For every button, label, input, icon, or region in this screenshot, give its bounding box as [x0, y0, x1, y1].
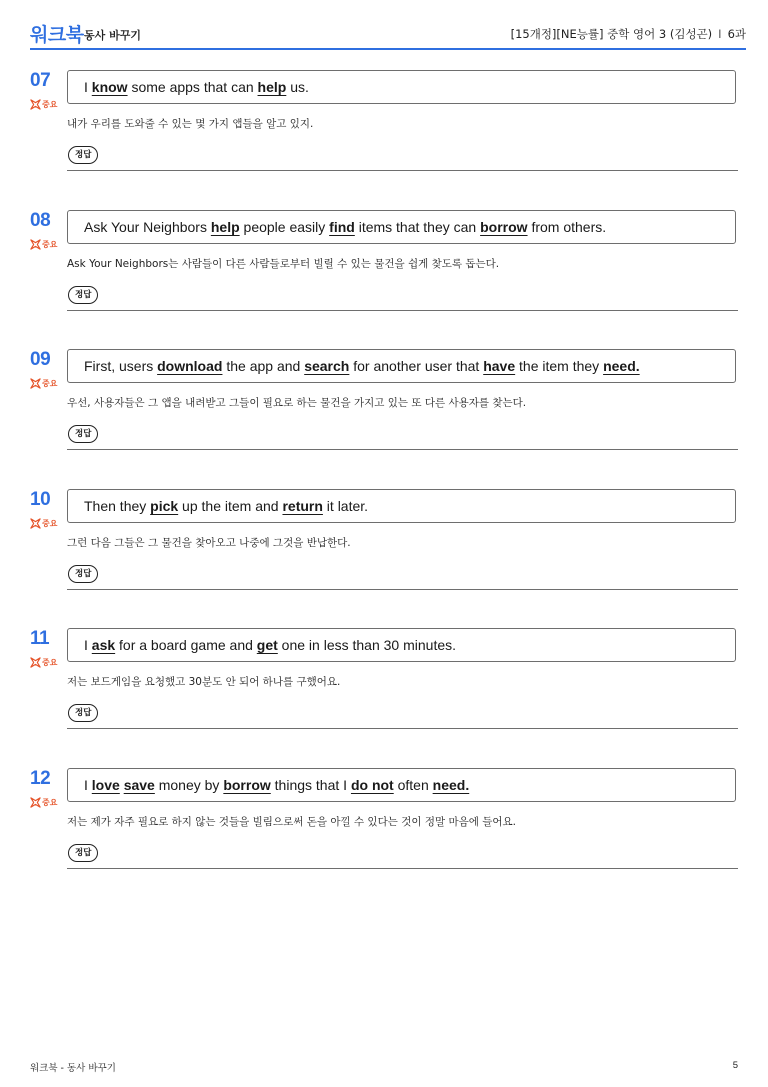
sentence-segment: First, users [84, 358, 158, 374]
target-verb: ask [91, 637, 116, 653]
sentence-segment: one in less than 30 minutes. [277, 637, 457, 653]
important-badge [30, 378, 57, 389]
target-verb: need. [603, 358, 640, 374]
page-number: 5 [732, 1060, 738, 1071]
divider [67, 728, 738, 729]
exercise-item [30, 628, 738, 748]
lesson-label: 6과 [727, 27, 746, 41]
korean-translation: 저는 제가 자주 필요로 하지 않는 것들을 빌림으로써 돈을 아낄 수 있다는 것이 정말 마음에 들어요. [67, 815, 516, 828]
important-badge [30, 99, 57, 110]
divider [67, 868, 738, 869]
sentence-text [84, 219, 606, 235]
sentence-segment: items that they can [354, 218, 481, 235]
badge-label: 중요 [42, 658, 58, 667]
korean-translation: 내가 우리를 도와줄 수 있는 몇 가지 앱들을 알고 있지. [67, 118, 314, 130]
sentence-segment: money by [154, 776, 224, 793]
answer-button[interactable]: 정답 [68, 844, 98, 862]
star-burst-icon [30, 239, 41, 250]
exercise-item [30, 768, 738, 888]
sentence-text [84, 498, 368, 514]
sentence-segment: the item they [515, 358, 604, 374]
target-verb: have [483, 358, 516, 374]
sentence-box [67, 349, 736, 383]
sentence-box [67, 489, 736, 523]
course-title: [15개정][NE능률] 중학 영어 3 (김성곤) [510, 27, 713, 41]
target-verb: download [157, 358, 223, 374]
sentence-text [84, 79, 309, 95]
important-badge [30, 797, 57, 808]
target-verb: pick [150, 497, 179, 514]
target-verb: help [257, 79, 287, 95]
sentence-segment: the app and [222, 358, 305, 374]
korean-translation: 그런 다음 그들은 그 물건을 찾아오고 나중에 그것을 반납한다. [67, 536, 351, 549]
target-verb: love [91, 776, 120, 793]
question-number: 07 [30, 70, 51, 91]
answer-button[interactable]: 정답 [68, 425, 98, 443]
exercise-item [30, 210, 738, 330]
target-verb: help [210, 218, 240, 235]
question-number: 08 [30, 209, 51, 231]
target-verb: save [123, 776, 155, 793]
answer-button[interactable]: 정답 [68, 146, 98, 164]
workbook-brand: 워크북 [30, 24, 84, 46]
star-burst-icon [30, 797, 41, 808]
target-verb: find [329, 218, 355, 235]
korean-translation: 저는 보드게임을 요청했고 30분도 안 되어 하나를 구했어요. [67, 676, 341, 688]
sentence-segment: often [393, 776, 433, 793]
sentence-segment: up the item and [178, 497, 283, 514]
exercise-item [30, 489, 738, 609]
footer-title: 워크북 - 동사 바꾸기 [30, 1063, 116, 1074]
divider [67, 170, 738, 171]
header-separator: I [718, 27, 722, 41]
sentence-segment: I [84, 637, 92, 653]
sentence-segment: from others. [527, 218, 607, 235]
important-badge [30, 657, 57, 668]
divider [67, 449, 738, 450]
sentence-segment: Then they [84, 497, 151, 514]
badge-label: 중요 [42, 100, 58, 109]
korean-translation: 우선, 사용자들은 그 앱을 내려받고 그들이 필요로 하는 물건을 가지고 있는 또 다른 사용자를 찾는다. [67, 397, 527, 409]
sentence-box [67, 768, 736, 802]
sentence-segment: us. [286, 79, 309, 95]
star-burst-icon [30, 518, 41, 529]
page-header [30, 0, 746, 50]
answer-button[interactable]: 정답 [68, 704, 98, 722]
sentence-box [67, 628, 736, 662]
sentence-segment: some apps that can [127, 79, 258, 95]
star-burst-icon [30, 657, 41, 668]
target-verb: return [282, 497, 323, 514]
target-verb: do not [350, 776, 394, 793]
divider [67, 310, 738, 311]
answer-button[interactable]: 정답 [68, 565, 98, 583]
sentence-segment: Ask Your Neighbors [84, 218, 211, 235]
target-verb: need. [432, 776, 470, 793]
badge-label: 중요 [42, 239, 58, 249]
important-badge [30, 518, 57, 529]
badge-label: 중요 [42, 379, 58, 388]
sentence-text [84, 637, 456, 653]
target-verb: search [304, 358, 350, 374]
sentence-box [67, 70, 736, 104]
sentence-segment: for another user that [349, 358, 484, 374]
question-number: 10 [30, 488, 51, 510]
star-burst-icon [30, 378, 41, 389]
sentence-segment: people easily [239, 218, 330, 235]
question-number: 11 [30, 628, 50, 649]
sentence-text [84, 777, 469, 793]
target-verb: borrow [480, 218, 528, 235]
exercise-item [30, 349, 738, 469]
question-number: 12 [30, 767, 51, 789]
section-subtitle: 동사 바꾸기 [84, 29, 141, 42]
important-badge [30, 239, 57, 250]
sentence-segment: things that I [270, 776, 351, 793]
korean-translation: Ask Your Neighbors는 사람들이 다른 사람들로부터 빌릴 수 있는 물건을 쉽게 찾도록 돕는다. [67, 257, 500, 270]
divider [67, 589, 738, 590]
sentence-segment: for a board game and [115, 637, 257, 653]
sentence-text [84, 358, 640, 374]
sentence-segment: I [84, 776, 92, 793]
badge-label: 중요 [42, 518, 58, 528]
course-info [511, 26, 746, 42]
star-burst-icon [30, 99, 41, 110]
exercise-item [30, 70, 738, 190]
question-number: 09 [30, 349, 51, 370]
target-verb: borrow [223, 776, 271, 793]
target-verb: know [91, 79, 128, 95]
sentence-box [67, 210, 736, 244]
answer-button[interactable]: 정답 [68, 286, 98, 304]
target-verb: get [256, 637, 278, 653]
badge-label: 중요 [42, 797, 58, 807]
sentence-segment: I [84, 79, 92, 95]
sentence-segment: it later. [322, 497, 369, 514]
